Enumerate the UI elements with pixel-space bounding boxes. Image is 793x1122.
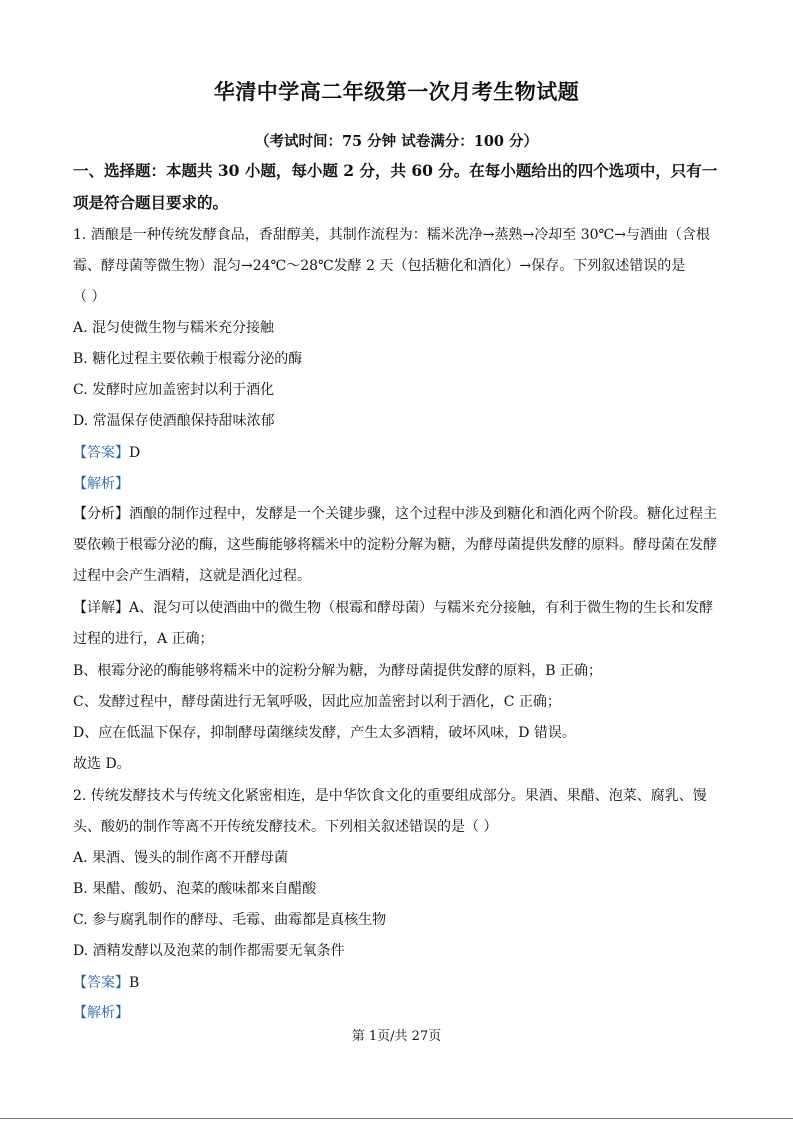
q1-option-d: D. 常温保存使酒酿保持甜味浓郁 [73, 413, 275, 429]
bottom-divider [0, 1118, 793, 1119]
q1-answer [73, 443, 723, 463]
q1-stem-line1: 1. 酒酿是一种传统发酵食品，香甜醇美，其制作流程为：糯米洗净→蒸熟→冷却至 30℃→与酒曲（含根 [73, 227, 710, 243]
document-title: 华清中学高二年级第一次月考生物试题 [213, 79, 580, 104]
answer-tag: 【答案】 [73, 445, 129, 461]
q1-xiangjie-line2: 过程的进行，A 正确； [73, 631, 214, 647]
q2-option-d: D. 酒精发酵以及泡菜的制作都需要无氧条件 [73, 943, 345, 959]
q2-analysis-tag: 【解析】 [73, 1005, 129, 1021]
section-heading-line2: 项是符合题目要求的。 [73, 193, 229, 212]
page-footer: 第 1页/共 27页 [351, 1029, 442, 1044]
q1-fenxi-line2: 要依赖于根霉分泌的酶，这些酶能够将糯米中的淀粉分解为糖，为酵母菌提供发酵的原料。酵母菌在发酵 [73, 537, 717, 553]
q2-option-c: C. 参与腐乳制作的酵母、毛霉、曲霉都是真核生物 [73, 912, 387, 928]
q2-stem-line1: 2. 传统发酵技术与传统文化紧密相连，是中华饮食文化的重要组成部分。果酒、果醋、泡菜、腐乳、馒 [73, 788, 707, 804]
xiangjie-text: A、混匀可以使酒曲中的微生物（根霉和酵母菌）与糯米充分接触，有利于微生物的生长和发酵 [129, 600, 714, 616]
q1-option-c: C. 发酵时应加盖密封以利于酒化 [73, 382, 275, 398]
q1-option-a: A. 混匀使微生物与糯米充分接触 [73, 320, 275, 336]
q2-answer [73, 973, 723, 993]
section-heading-line1: 一、选择题：本题共 30 小题，每小题 2 分，共 60 分。在每小题给出的四个选项中，只有一 [73, 161, 718, 180]
answer-value: D [129, 445, 141, 461]
q2-stem-line2: 头、酸奶的制作等离不开传统发酵技术。下列相关叙述错误的是（ ） [73, 819, 498, 835]
fenxi-tag: 【分析】 [73, 506, 129, 522]
fenxi-text: 酒酿的制作过程中，发酵是一个关键步骤，这个过程中涉及到糖化和酒化两个阶段。糖化过程主 [129, 506, 717, 522]
q1-conclusion: 故选 D。 [73, 756, 131, 772]
answer-tag: 【答案】 [73, 975, 129, 991]
answer-value: B [129, 975, 140, 991]
q1-xiangjie-line3: B、根霉分泌的酶能够将糯米中的淀粉分解为糖，为酵母菌提供发酵的原料，B 正确； [73, 663, 603, 679]
q1-fenxi-line1 [73, 504, 723, 524]
exam-info: （考试时间：75 分钟 试卷满分：100 分） [254, 133, 539, 150]
q1-xiangjie-line5: D、应在低温下保存，抑制酵母菌继续发酵，产生太多酒精，破坏风味，D 错误。 [73, 725, 576, 741]
q1-analysis-tag: 【解析】 [73, 476, 129, 492]
q1-stem-line2: 霉、酵母菌等微生物）混匀→24℃～28℃发酵 2 天（包括糖化和酒化）→保存。下列叙述错误的是 [73, 258, 686, 274]
xiangjie-tag: 【详解】 [73, 600, 129, 616]
q1-xiangjie-line4: C、发酵过程中，酵母菌进行无氧呼吸，因此应加盖密封以利于酒化，C 正确； [73, 694, 561, 710]
q2-option-b: B. 果醋、酸奶、泡菜的酸味都来自醋酸 [73, 881, 317, 897]
q2-option-a: A. 果酒、馒头的制作离不开酵母菌 [73, 850, 289, 866]
q1-fenxi-line3: 过程中会产生酒精，这就是酒化过程。 [73, 568, 311, 584]
q1-xiangjie-line1 [73, 598, 723, 618]
q1-stem-line3: （ ） [73, 289, 106, 305]
q1-option-b: B. 糖化过程主要依赖于根霉分泌的酶 [73, 351, 303, 367]
